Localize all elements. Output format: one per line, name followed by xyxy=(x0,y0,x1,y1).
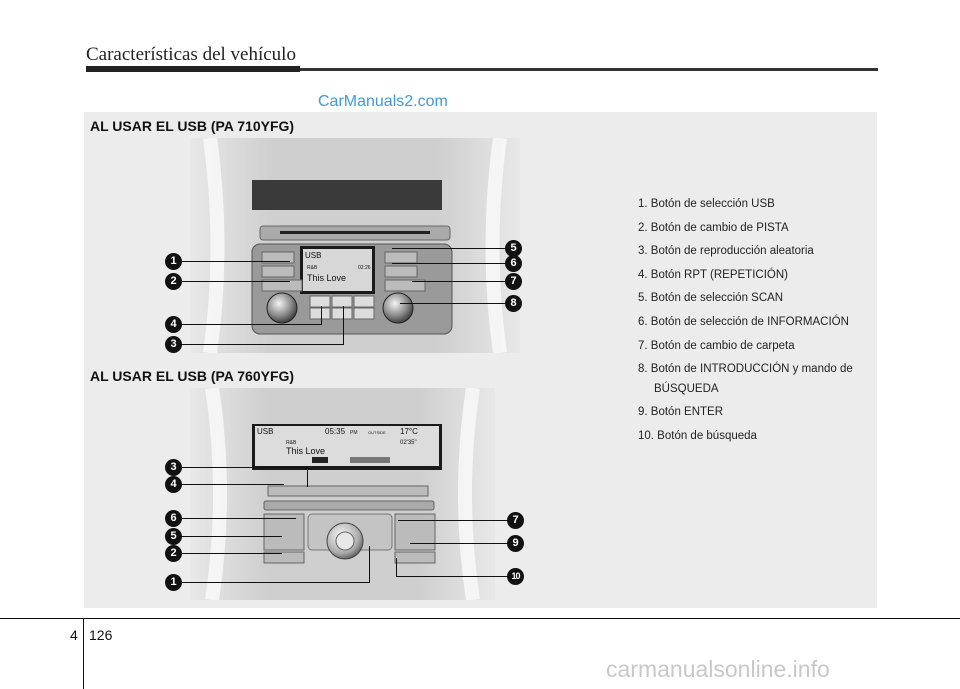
page-header-title: Características del vehículo xyxy=(86,44,296,65)
leader-line xyxy=(307,467,308,487)
leader-line xyxy=(398,520,507,521)
legend-item: 6. Botón de selección de INFORMACIÓN xyxy=(638,315,849,328)
leader-line xyxy=(392,263,505,264)
leader-line xyxy=(182,324,322,325)
radio1-screen-time: 02:26 xyxy=(358,265,371,271)
legend-item: 4. Botón RPT (REPETICIÓN) xyxy=(638,268,788,281)
callout-bottom-left-5: 5 xyxy=(165,528,182,545)
leader-line xyxy=(182,518,296,519)
radio2-screen-clock-suffix: PM xyxy=(350,430,358,436)
callout-top-left-2: 2 xyxy=(165,273,182,290)
chapter-number: 4 xyxy=(70,627,78,643)
radio1-screen-song: This Love xyxy=(307,273,347,283)
callout-top-right-6: 6 xyxy=(505,255,522,272)
section-title-760: AL USAR EL USB (PA 760YFG) xyxy=(90,368,295,384)
callout-top-left-4: 4 xyxy=(165,316,182,333)
radio2-screen-mode: USB xyxy=(257,427,274,436)
leader-line xyxy=(392,248,505,249)
callout-top-left-1: 1 xyxy=(165,253,182,270)
radio-unit-760-illustration xyxy=(190,388,495,600)
callout-bottom-right-7: 7 xyxy=(507,512,524,529)
leader-line xyxy=(182,582,370,583)
radio1-screen-genre: R&B xyxy=(307,265,318,271)
callout-top-right-5: 5 xyxy=(505,240,522,257)
callout-bottom-left-3: 3 xyxy=(165,459,182,476)
leader-line xyxy=(396,558,397,576)
leader-line xyxy=(369,546,370,582)
watermark-top: CarManuals2.com xyxy=(318,93,448,110)
legend-item: 5. Botón de selección SCAN xyxy=(638,292,784,305)
callout-top-right-7: 7 xyxy=(505,273,522,290)
callout-bottom-right-10: 10 xyxy=(507,568,524,585)
legend-item: 3. Botón de reproducción aleatoria xyxy=(638,245,814,258)
watermark-bottom: carmanualsonline.info xyxy=(606,656,830,682)
callout-bottom-right-9: 9 xyxy=(507,535,524,552)
button-legend-list xyxy=(638,193,853,448)
legend-item: 9. Botón ENTER xyxy=(638,406,724,419)
radio2-screen-temp: 17°C xyxy=(400,427,418,436)
legend-item: 1. Botón de selección USB xyxy=(638,198,775,210)
radio2-screen-clock: 05:35 xyxy=(325,427,346,436)
leader-line xyxy=(182,553,282,554)
leader-line xyxy=(182,467,308,468)
leader-line xyxy=(396,576,507,577)
legend-item: 7. Botón de cambio de carpeta xyxy=(638,339,795,352)
leader-line xyxy=(412,281,505,282)
callout-bottom-left-6: 6 xyxy=(165,510,182,527)
leader-line xyxy=(343,306,344,344)
callout-bottom-left-1: 1 xyxy=(165,574,182,591)
callout-top-left-3: 3 xyxy=(165,336,182,353)
leader-line xyxy=(182,536,282,537)
leader-line xyxy=(410,543,507,544)
leader-line xyxy=(182,484,284,485)
leader-line xyxy=(400,303,505,304)
leader-line xyxy=(182,261,290,262)
radio-unit-710-illustration xyxy=(190,138,520,353)
page-number: 126 xyxy=(89,627,113,643)
legend-item: 2. Botón de cambio de PISTA xyxy=(638,221,789,234)
footer-divider xyxy=(83,618,84,689)
callout-top-right-8: 8 xyxy=(505,295,522,312)
radio2-screen-song: This Love xyxy=(286,446,326,456)
callout-bottom-left-4: 4 xyxy=(165,476,182,493)
section-title-710: AL USAR EL USB (PA 710YFG) xyxy=(90,118,295,134)
footer-rule xyxy=(0,618,960,619)
header-rule-accent xyxy=(86,66,300,72)
radio1-screen-mode: USB xyxy=(305,251,322,260)
leader-line xyxy=(182,344,344,345)
leader-line xyxy=(321,306,322,324)
callout-bottom-left-2: 2 xyxy=(165,545,182,562)
legend-item-continuation: BÚSQUEDA xyxy=(654,383,719,396)
legend-item: 8. Botón de INTRODUCCIÓN y mando de xyxy=(638,363,853,376)
leader-line xyxy=(182,281,290,282)
radio2-screen-outside: OUTSIDE xyxy=(368,430,386,435)
radio2-screen-genre: R&B xyxy=(286,440,297,446)
legend-item: 10. Botón de búsqueda xyxy=(638,429,757,442)
radio2-screen-time: 02'35" xyxy=(400,440,417,446)
